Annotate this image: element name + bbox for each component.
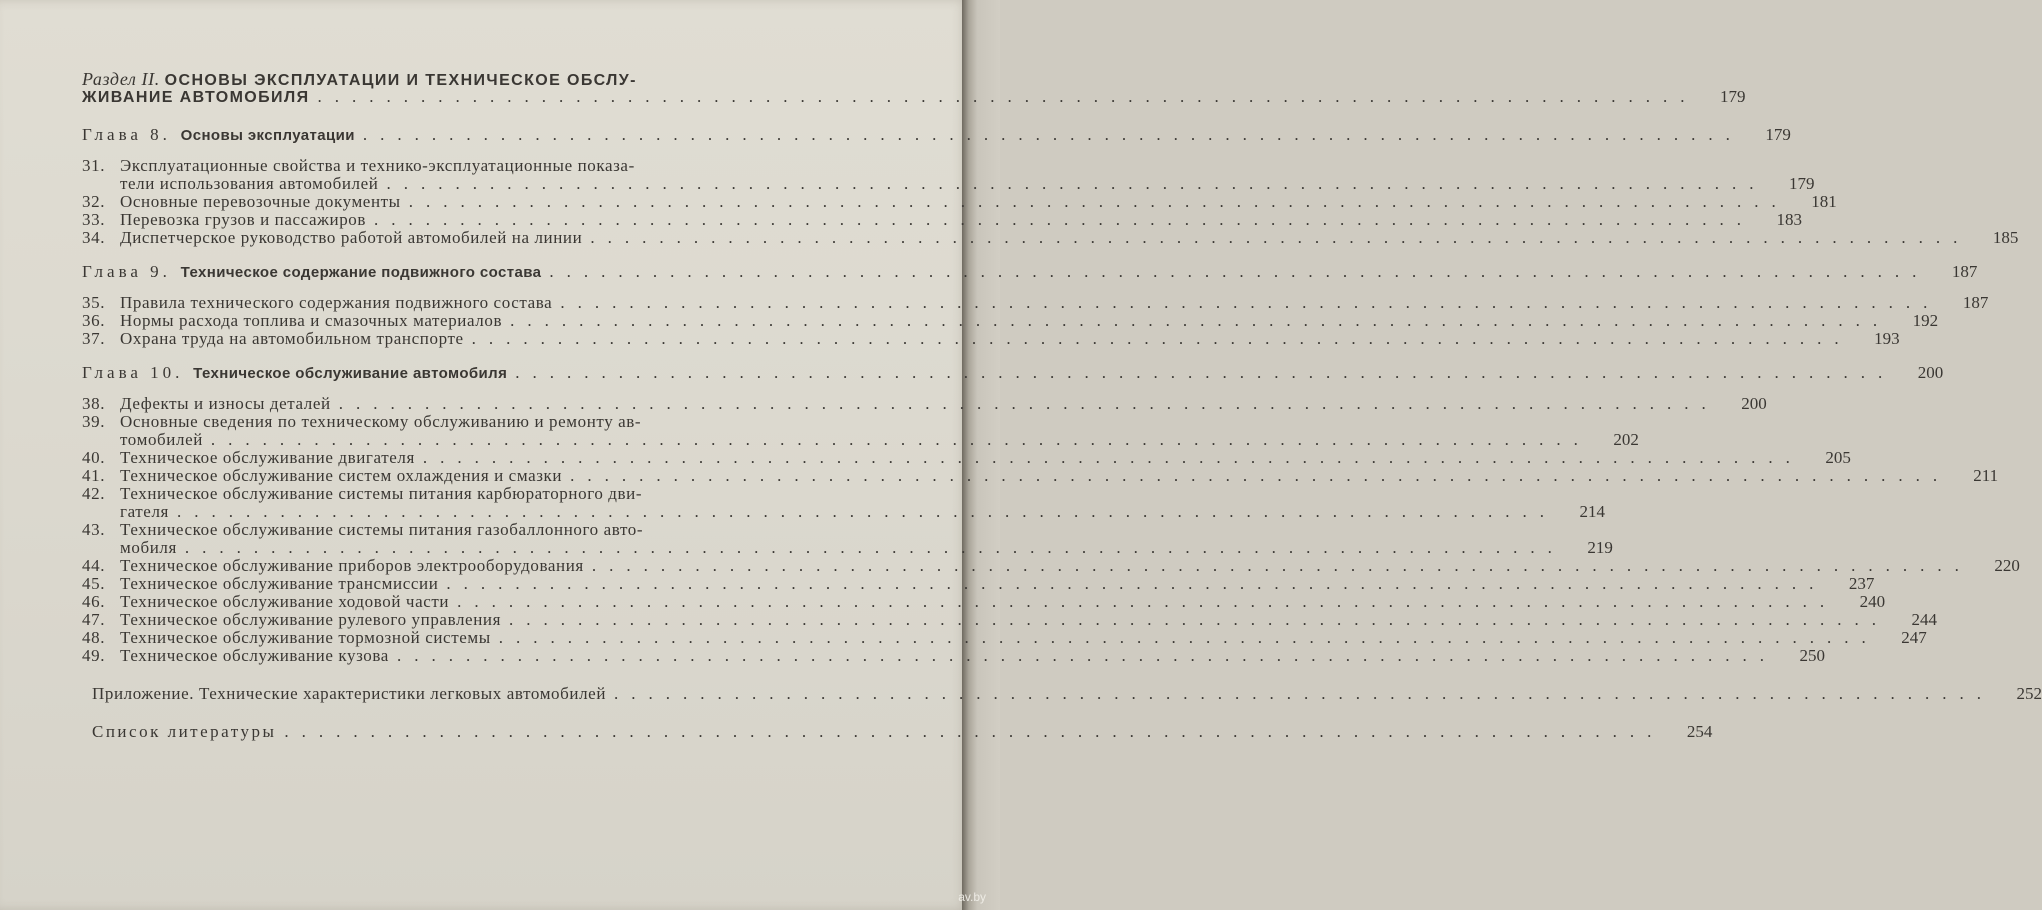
entry-number: 47. [82, 610, 106, 629]
entry-page: 247 [1901, 628, 1927, 647]
toc-entry-31-line2 [82, 174, 1815, 193]
section-page: 179 [1719, 87, 1746, 106]
entry-page: 192 [1912, 311, 1939, 330]
toc-entry-42-line1 [82, 485, 866, 503]
dot-leader: ................................................................................ [184, 538, 1565, 557]
entry-number: 38. [82, 394, 106, 413]
toc-entry-43-line1 [82, 521, 866, 539]
chapter-label: Глава 10. [82, 363, 184, 382]
dot-leader: ................................................................................ [560, 293, 1941, 312]
dot-leader: ................................................................................ [614, 684, 1995, 703]
toc-entry-33 [82, 210, 1803, 229]
toc-entry-34 [82, 228, 2019, 247]
entry-title: Техническое обслуживание систем охлаждения и смазки [120, 466, 563, 485]
entry-title-cont: томобилей [120, 430, 203, 449]
chapter-title: Техническое содержание подвижного состава [180, 264, 542, 281]
toc-entry-45 [82, 574, 1875, 593]
entry-number: 40. [82, 448, 106, 467]
chapter-title: Техническое обслуживание автомобиля [193, 365, 508, 382]
dot-leader: ................................................................................ [515, 363, 1896, 382]
entry-title: Техническое обслуживание двигателя [120, 448, 415, 467]
section-heading-line1 [82, 70, 866, 88]
entry-title: Техническое обслуживание рулевого управления [120, 610, 502, 629]
entry-number: 45. [82, 574, 106, 593]
chapter-8-heading [82, 125, 1791, 144]
entry-title: Техническое обслуживание ходовой части [120, 592, 450, 611]
chapter-page: 200 [1917, 363, 1944, 382]
references-page: 254 [1686, 722, 1713, 741]
entry-title: Перевозка грузов и пассажиров [120, 210, 367, 229]
entry-number: 37. [82, 329, 106, 348]
toc-entry-39-line1 [82, 413, 866, 431]
dot-leader: ................................................................................ [471, 329, 1852, 348]
dot-leader: ................................................................................ [509, 610, 1890, 629]
entry-title: Нормы расхода топлива и смазочных материалов [120, 311, 503, 330]
dot-leader: ................................................................................ [457, 592, 1838, 611]
section-heading-line2 [82, 87, 1746, 106]
toc-entry-46 [82, 592, 1886, 611]
dot-leader: ................................................................................ [549, 262, 1930, 281]
dot-leader: ................................................................................ [408, 192, 1789, 211]
entry-page: 185 [1992, 228, 2019, 247]
appendix-title: Приложение. Технические характеристики легковых автомобилей [92, 684, 607, 703]
toc-entry-38 [82, 394, 1767, 413]
dot-leader: ................................................................................ [510, 311, 1891, 330]
toc-entry-36 [82, 311, 1939, 330]
entry-page: 250 [1799, 646, 1825, 665]
entry-title: Техническое обслуживание приборов электрооборудования [120, 556, 584, 575]
section-title-line2: ЖИВАНИЕ АВТОМОБИЛЯ [82, 89, 310, 106]
entry-number: 46. [82, 592, 106, 611]
dot-leader: ................................................................................ [362, 125, 1743, 144]
toc-entry-39-line2 [82, 430, 1639, 449]
chapter-title: Основы эксплуатации [180, 127, 355, 144]
entry-title: Основные перевозочные документы [120, 192, 401, 211]
entry-number: 42. [82, 484, 106, 503]
appendix-entry [82, 684, 2042, 703]
entry-title: Охрана труда на автомобильном транспорте [120, 329, 464, 348]
entry-number: 41. [82, 466, 106, 485]
entry-page: 181 [1811, 192, 1837, 211]
entry-title: Техническое обслуживание системы питания карбюраторного дви- [120, 484, 643, 503]
entry-number: 35. [82, 293, 106, 312]
entry-title: Техническое обслуживание кузова [120, 646, 389, 665]
dot-leader: ................................................................................ [284, 722, 1665, 741]
dot-leader: ................................................................................ [210, 430, 1591, 449]
chapter-page: 187 [1951, 262, 1978, 281]
entry-number: 48. [82, 628, 106, 647]
toc-entry-32 [82, 192, 1837, 211]
references-entry [82, 722, 1713, 741]
dot-leader: ................................................................................ [176, 502, 1557, 521]
entry-page: 220 [1994, 556, 2020, 575]
section-label: Раздел II. [82, 69, 160, 89]
toc-entry-35 [82, 293, 1989, 312]
entry-page: 240 [1859, 592, 1886, 611]
entry-title: Основные сведения по техническому обслуживанию и ремонту ав- [120, 412, 642, 431]
dot-leader: ................................................................................ [591, 556, 1972, 575]
toc-entry-42-line2 [82, 502, 1605, 521]
entry-number: 31. [82, 156, 106, 175]
entry-page: 214 [1579, 502, 1605, 521]
entry-title-cont: тели использования автомобилей [120, 174, 379, 193]
dot-leader: ................................................................................ [422, 448, 1803, 467]
dot-leader: ................................................................................ [498, 628, 1879, 647]
toc-entry-41 [82, 466, 1999, 485]
chapter-10-heading [82, 363, 1944, 382]
toc-entry-49 [82, 646, 1825, 665]
entry-number: 36. [82, 311, 106, 330]
entry-page: 187 [1962, 293, 1989, 312]
toc-entry-37 [82, 329, 1900, 348]
entry-title: Диспетчерское руководство работой автомобилей на линии [120, 228, 583, 247]
entry-number: 32. [82, 192, 106, 211]
entry-page: 205 [1825, 448, 1851, 467]
entry-title: Техническое обслуживание трансмиссии [120, 574, 439, 593]
section-title-line1: ОСНОВЫ ЭКСПЛУАТАЦИИ И ТЕХНИЧЕСКОЕ ОБСЛУ- [164, 72, 637, 89]
entry-number: 34. [82, 228, 106, 247]
entry-page: 211 [1973, 466, 1999, 485]
chapter-label: Глава 8. [82, 125, 171, 144]
entry-number: 39. [82, 412, 106, 431]
entry-title: Техническое обслуживание системы питания газобаллонного авто- [120, 520, 644, 539]
entry-page: 193 [1874, 329, 1900, 348]
dot-leader: ................................................................................ [338, 394, 1719, 413]
entry-title-cont: гателя [120, 502, 169, 521]
chapter-page: 179 [1765, 125, 1791, 144]
toc-entry-48 [82, 628, 1927, 647]
entry-number: 44. [82, 556, 106, 575]
entry-title-cont: мобиля [120, 538, 177, 557]
dot-leader: ................................................................................ [317, 87, 1698, 106]
toc-entry-43-line2 [82, 538, 1613, 557]
entry-page: 179 [1788, 174, 1815, 193]
dot-leader: ................................................................................ [446, 574, 1827, 593]
chapter-9-heading [82, 262, 1978, 281]
watermark: av.by [958, 890, 986, 904]
dot-leader: ................................................................................ [570, 466, 1951, 485]
chapter-label: Глава 9. [82, 262, 171, 281]
toc-entry-44 [82, 556, 2020, 575]
entry-page: 237 [1848, 574, 1875, 593]
entry-page: 202 [1613, 430, 1639, 449]
appendix-page: 252 [2016, 684, 2042, 703]
entry-title: Эксплуатационные свойства и технико-эксплуатационные показа- [120, 156, 635, 175]
entry-title: Правила технического содержания подвижного состава [120, 293, 553, 312]
entry-page: 244 [1911, 610, 1938, 629]
toc-entry-31-line1 [82, 157, 866, 175]
dot-leader: ................................................................................ [374, 210, 1755, 229]
dot-leader: ................................................................................ [396, 646, 1777, 665]
toc-entry-40 [82, 448, 1851, 467]
entry-title: Дефекты и износы деталей [120, 394, 331, 413]
entry-number: 43. [82, 520, 106, 539]
dot-leader: ................................................................................ [386, 174, 1767, 193]
entry-number: 33. [82, 210, 106, 229]
dot-leader: ................................................................................ [590, 228, 1971, 247]
entry-title: Техническое обслуживание тормозной системы [120, 628, 491, 647]
entry-page: 200 [1741, 394, 1767, 413]
references-title: Список литературы [92, 722, 277, 741]
entry-number: 49. [82, 646, 106, 665]
entry-page: 219 [1587, 538, 1613, 557]
entry-page: 183 [1776, 210, 1803, 229]
table-of-contents [82, 69, 2042, 741]
toc-entry-47 [82, 610, 1938, 629]
